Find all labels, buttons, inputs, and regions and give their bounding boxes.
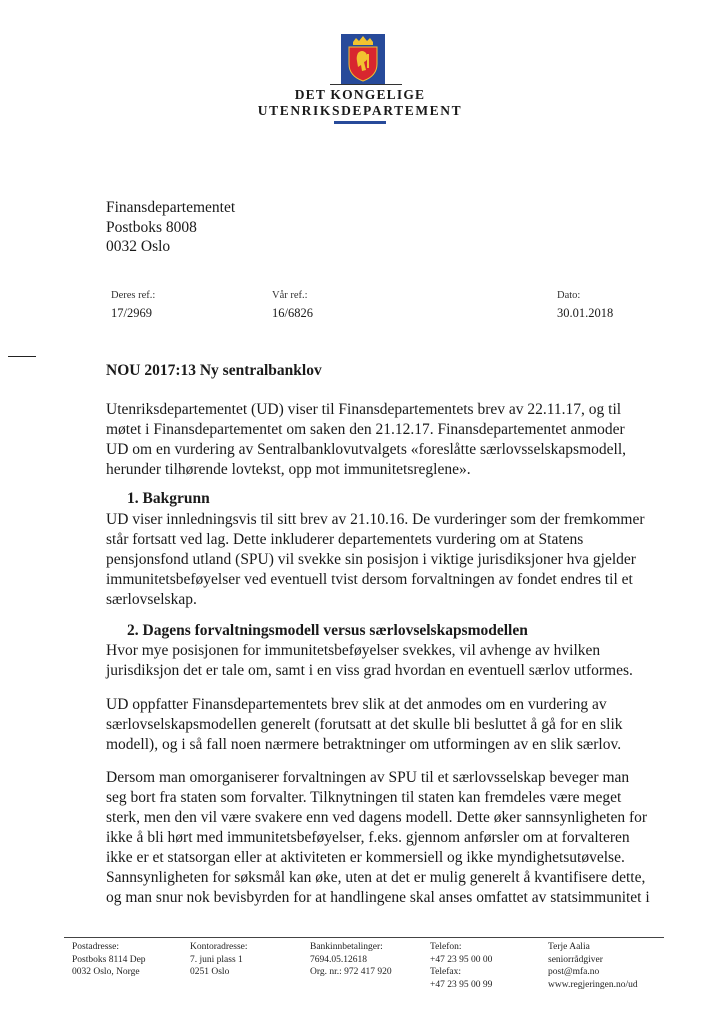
footer-value: 0251 Oslo xyxy=(190,967,230,977)
section-heading-model-comparison: 2. Dagens forvaltningsmodell versus særlovselskapsmodellen xyxy=(127,622,528,639)
our-ref-label: Vår ref.: xyxy=(272,290,308,301)
text-line: UD oppfatter Finansdepartementets brev slik at det anmodes om en vurdering av xyxy=(106,696,607,713)
footer-office-address xyxy=(190,941,248,979)
text-line: UD viser innledningsvis til sitt brev av 21.10.16. De vurderinger som der fremkommer xyxy=(106,511,645,528)
our-ref-value: 16/6826 xyxy=(272,306,313,320)
text-line: Dersom man omorganiserer forvaltningen av SPU til et særlovsselskap beveger man xyxy=(106,769,630,786)
footer-value: 7694.05.12618 xyxy=(310,954,367,965)
footer-fax: +47 23 95 00 99 xyxy=(430,979,493,990)
text-line: sterk, men den vil være svakere enn ved dagens modell. Dette øker sannsynligheten for xyxy=(106,809,648,826)
date-label: Dato: xyxy=(557,290,581,301)
subject-title: NOU 2017:13 Ny sentralbanklov xyxy=(106,362,322,379)
footer-value: 0032 Oslo, Norge xyxy=(72,967,140,977)
footer-label: Telefax: xyxy=(430,967,461,977)
coat-of-arms-icon xyxy=(341,34,385,84)
paragraph-3 xyxy=(106,695,666,755)
text-line: Sannsynligheten for søksmål kan øke, uten at det er mulig generelt å kvantifisere dette, xyxy=(106,869,646,886)
footer-value: Org. nr.: 972 417 920 xyxy=(310,967,392,977)
contact-name: Terje Aalia xyxy=(548,942,590,952)
text-line: immunitetsbeføyelser ved eventuell tvist dersom forvaltningen av fondet endres til et xyxy=(106,571,633,588)
contact-email: post@mfa.no xyxy=(548,967,600,977)
date-value: 30.01.2018 xyxy=(557,306,614,320)
text-line: Utenriksdepartementet (UD) viser til Finansdepartementets brev av 22.11.17, og til xyxy=(106,401,622,418)
recipient-city: 0032 Oslo xyxy=(106,238,171,255)
footer-rule xyxy=(64,937,664,938)
text-line: møtet i Finansdepartementet om saken den 21.12.17. Finansdepartementet anmoder xyxy=(106,421,625,438)
footer-phone: +47 23 95 00 00 xyxy=(430,954,493,965)
text-line: særlovselskapsmodellen generelt (forutsatt at det skulle bli besluttet å gå for en slik xyxy=(106,716,623,733)
footer-bank-details xyxy=(310,941,392,979)
text-line: pensjonsfond utland (SPU) vil svekke sin posisjon i viktige jurisdiksjoner hva gjelder xyxy=(106,551,636,568)
contact-title: seniorrådgiver xyxy=(548,954,603,965)
fold-mark xyxy=(8,356,36,357)
department-name-line2: UTENRIKSDEPARTEMENT xyxy=(257,103,463,118)
contact-web: www.regjeringen.no/ud xyxy=(548,979,638,990)
department-name-line1: DET KONGELIGE xyxy=(294,87,426,102)
text-line: Hvor mye posisjonen for immunitetsbeføyelser svekkes, vil avhenge av hvilken xyxy=(106,642,601,659)
paragraph-4 xyxy=(106,768,666,908)
header-rule-bottom xyxy=(334,121,386,124)
text-line: særlovselskap. xyxy=(106,591,197,608)
your-ref-value: 17/2969 xyxy=(111,306,152,320)
text-line: UD om en vurdering av Sentralbanklovutvalgets «foreslåtte særlovsselskapsmodell, xyxy=(106,441,627,458)
text-line: seg bort fra staten som forvalter. Tilknytningen til staten kan fremdeles være meget xyxy=(106,789,622,806)
footer-label: Kontoradresse: xyxy=(190,942,248,952)
text-line: står fortsatt ved lag. Dette inkluderer departementets vurdering om at Statens xyxy=(106,531,584,548)
footer-label: Telefon: xyxy=(430,942,462,952)
text-line: herunder tilhørende lovtekst, opp mot immunitetsreglene». xyxy=(106,461,471,478)
section1-paragraph xyxy=(106,510,666,610)
footer-postal-address xyxy=(72,941,146,979)
text-line: jurisdiksjon det er tale om, samt i en viss grad hvordan en eventuell særlov utformes. xyxy=(106,662,633,679)
intro-paragraph xyxy=(106,400,666,480)
footer-label: Postadresse: xyxy=(72,942,119,952)
text-line: modell), og i så fall noen nærmere betraktninger om utformingen av en slik særlov. xyxy=(106,736,622,753)
your-ref-label: Deres ref.: xyxy=(111,290,156,301)
footer-value: 7. juni plass 1 xyxy=(190,954,243,965)
header-rule-top xyxy=(330,84,402,85)
text-line: ikke er et statsorgan eller at aktiviteten er kommersiell og ikke myndighetsutøvelse. xyxy=(106,849,625,866)
footer-contact xyxy=(548,941,638,991)
footer-value: Postboks 8114 Dep xyxy=(72,954,146,965)
recipient-name: Finansdepartementet xyxy=(106,199,236,216)
section-heading-background: 1. Bakgrunn xyxy=(127,490,210,507)
footer-phone-fax xyxy=(430,941,492,991)
text-line: og man snur nok bevisbyrden for at handlingene skal anses omfattet av statsimmunitet i xyxy=(106,889,650,906)
text-line: ikke å bli hørt med immunitetsbeføyelser, f.eks. gjennom anførsler om at forvalteren xyxy=(106,829,630,846)
recipient-postbox: Postboks 8008 xyxy=(106,219,197,236)
section2-paragraph xyxy=(106,641,666,681)
footer-label: Bankinnbetalinger: xyxy=(310,942,383,952)
